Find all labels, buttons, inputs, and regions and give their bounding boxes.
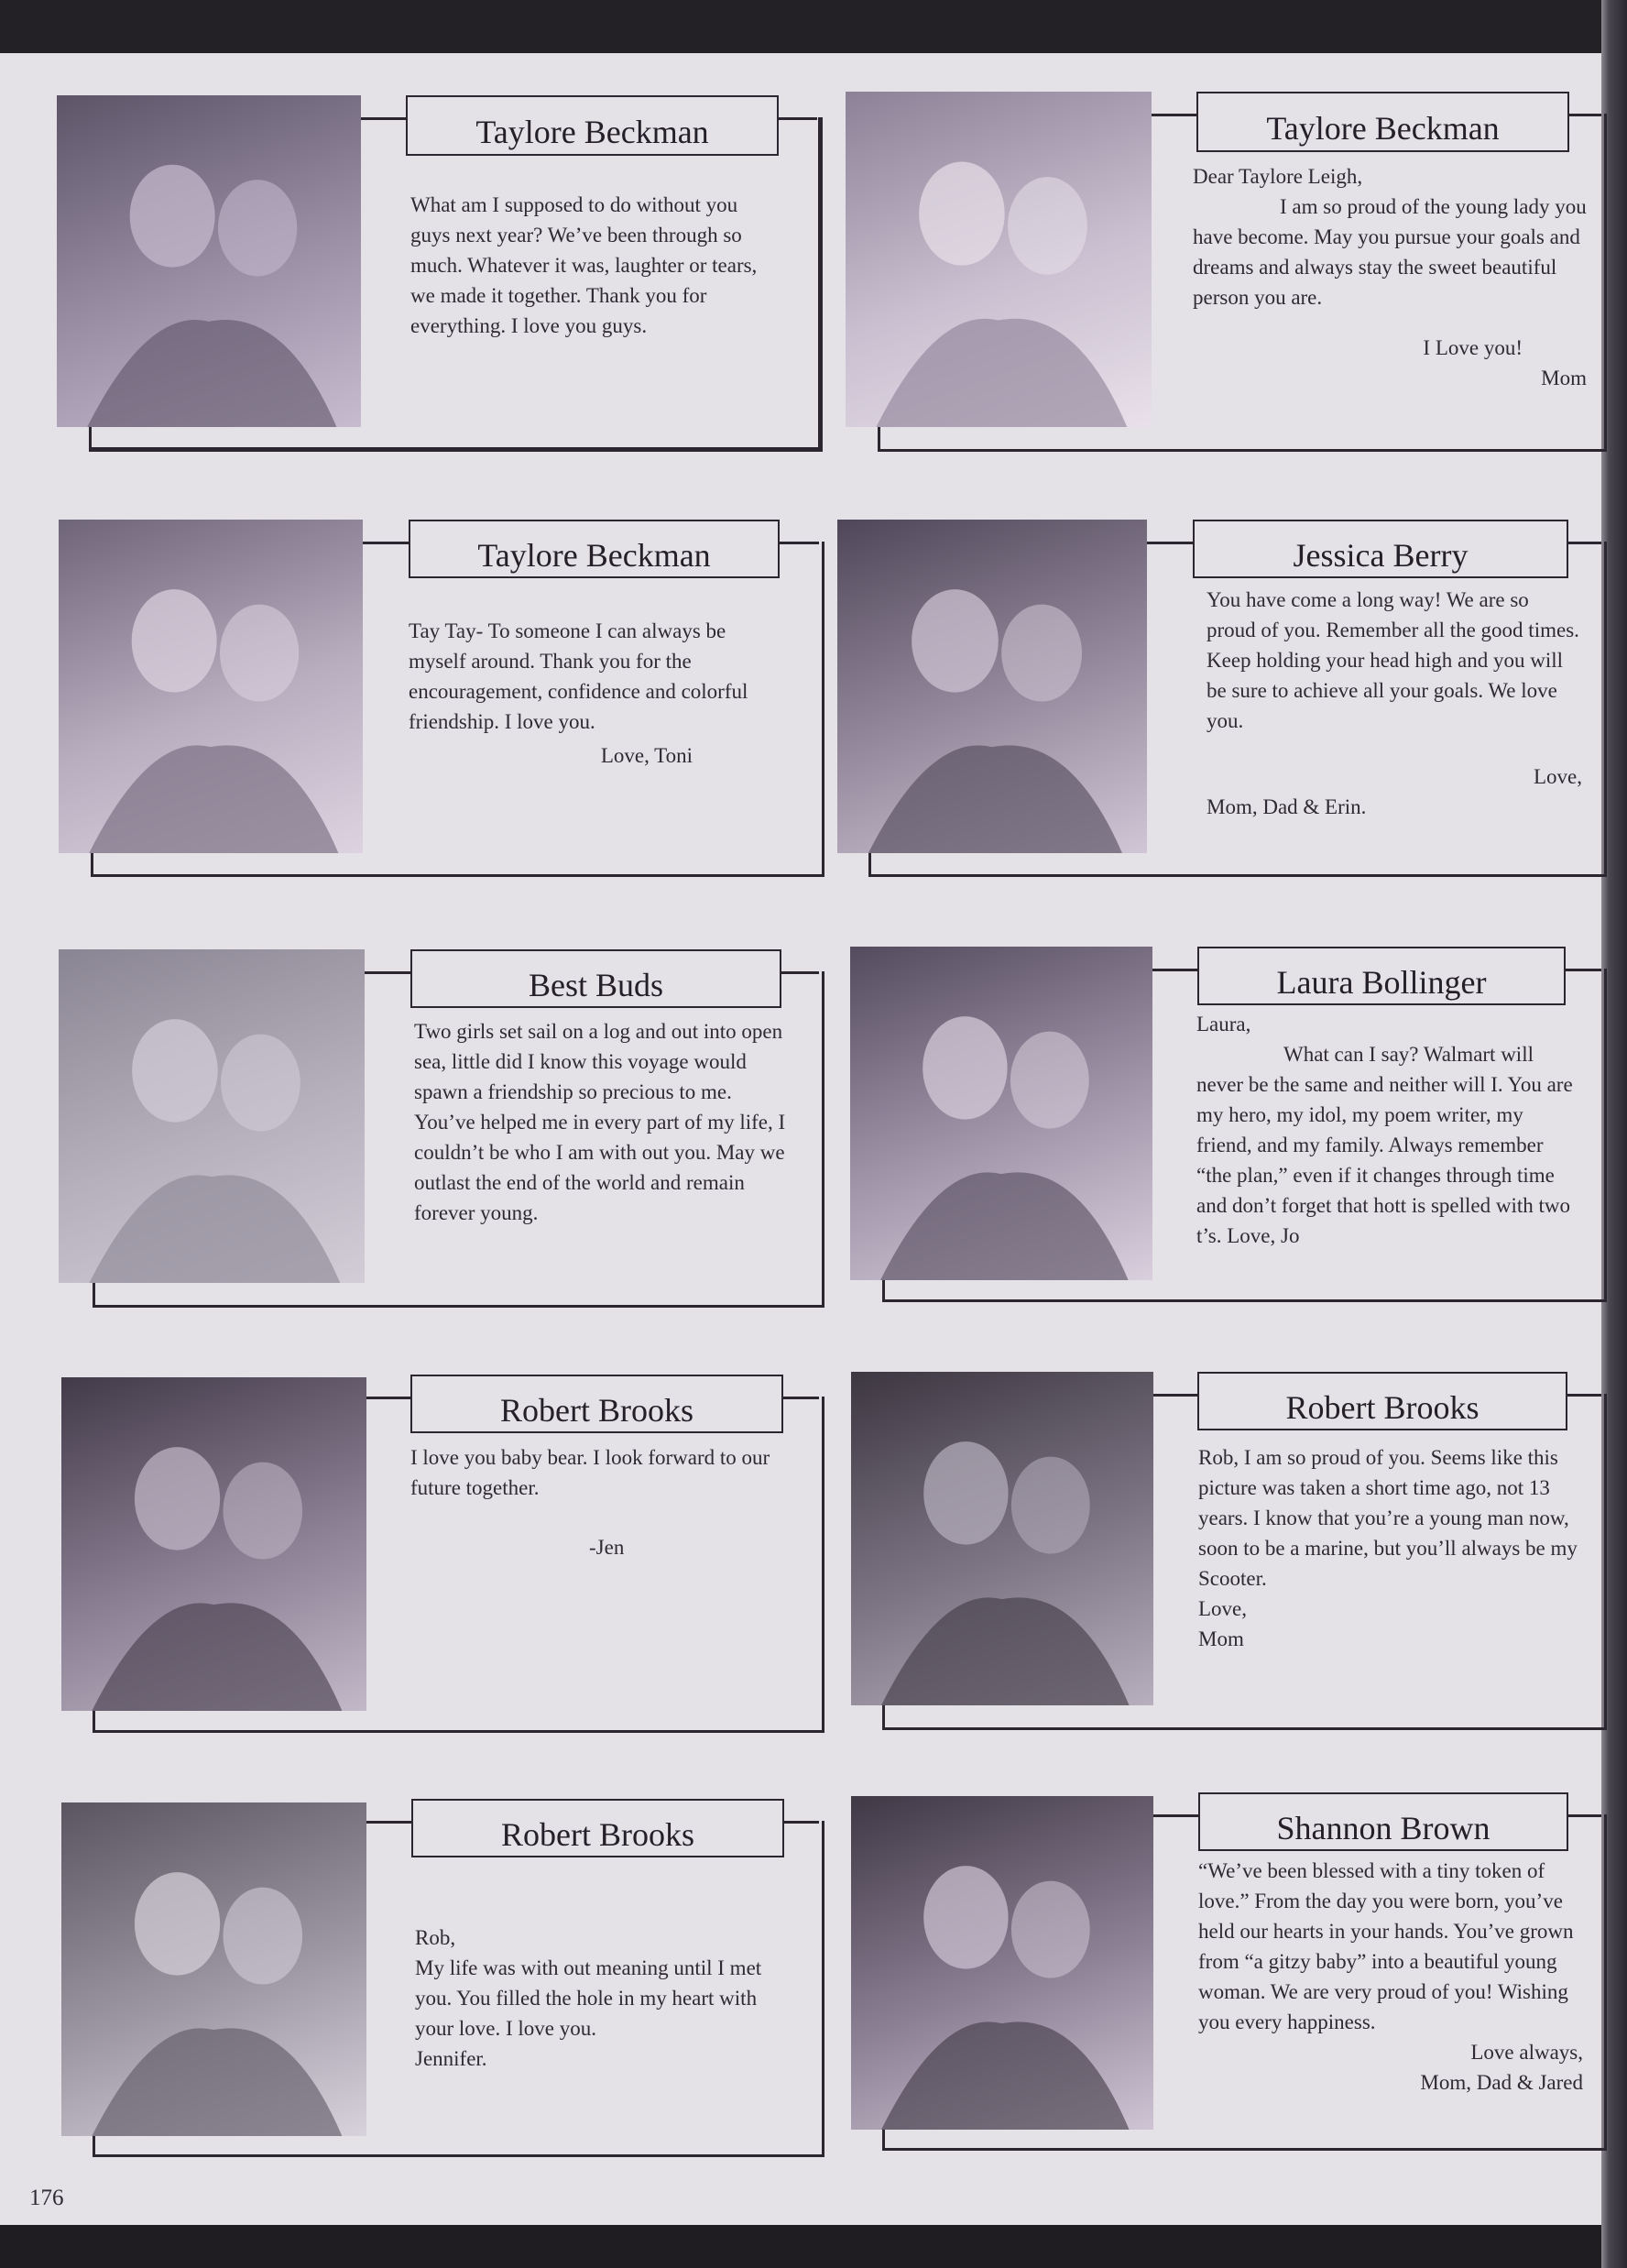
ad-message-line: Mom, Dad & Jared (1420, 2071, 1583, 2094)
ad-name-heading: Taylore Beckman (409, 520, 780, 578)
ad-message-line: Mom (1541, 367, 1587, 389)
ad-frame-connector (783, 1397, 819, 1399)
ad-frame-connector (361, 117, 406, 120)
ad-frame-connector (1569, 114, 1601, 116)
ad-message-line: Dear Taylore Leigh, (1193, 165, 1363, 188)
ad-name-heading: Robert Brooks (411, 1799, 784, 1857)
ad-message-line: Mom (1198, 1627, 1244, 1650)
ad-message-line: What am I supposed to do without you guys next year? We’ve been through so much. Whatever it was, laughter or tears, we made it together. Thank you for everything. I love you guys. (410, 193, 758, 337)
ad-frame-connector (366, 1821, 411, 1824)
ad-name-heading: Taylore Beckman (1196, 92, 1569, 152)
ad-message-line: Love, Toni (600, 744, 693, 767)
ad-frame-connector (1153, 1394, 1197, 1397)
toddler-girl-photo (846, 92, 1152, 427)
couple-photo (61, 1377, 366, 1711)
girls-in-water-photo (59, 949, 365, 1283)
ad-message-line: My life was with out meaning until I met you. You filled the hole in my heart with your love. I love you. (415, 1956, 762, 2040)
ad-message (414, 1016, 790, 1228)
ad-message-line: Love always, (1470, 2041, 1583, 2064)
ad-message (1198, 1856, 1583, 2098)
ad-message-line: “We’ve been blessed with a tiny token of love.” From the day you were born, you’ve held our hearts in your hands. You’ve grown from “a gitzy baby” into a beautiful young woman. We are very proud of you! Wishing you every happiness. (1198, 1859, 1574, 2033)
ad-message-line: Love, (1533, 765, 1582, 788)
ad-frame-connector (1568, 1814, 1601, 1817)
ad-name-heading: Robert Brooks (1197, 1372, 1567, 1430)
ad-frame-connector (780, 542, 819, 544)
boy-hockey-helmet-photo (851, 1372, 1153, 1705)
ad-message-line: What can I say? Walmart will never be the same and neither will I. You are my hero, my idol, my poem writer, my friend, and my family. Always remember “the plan,” even if it changes through time and don’t forget that hott is spelled with two t’s. Love, Jo (1196, 1043, 1573, 1247)
ad-frame-connector (1153, 1814, 1198, 1817)
ad-frame-connector (1147, 542, 1193, 544)
formal-couple-photo (61, 1802, 366, 2136)
two-girls-photo (59, 520, 363, 853)
bottom-dark-border (0, 2225, 1627, 2268)
ad-message (415, 1897, 791, 2074)
page-number: 176 (29, 2186, 64, 2210)
ad-frame-connector (365, 971, 410, 974)
ad-message-line: -Jen (589, 1536, 625, 1559)
ad-message-line: I Love you! (1423, 336, 1523, 359)
ad-message-line: Love, (1198, 1597, 1248, 1620)
ad-message (1198, 1442, 1585, 1654)
group-of-four-girls-photo (57, 95, 361, 427)
ad-name-heading: Laura Bollinger (1197, 947, 1566, 1005)
ad-message-line: Laura, (1196, 1013, 1251, 1035)
ad-name-heading: Robert Brooks (410, 1375, 783, 1433)
top-dark-border (0, 0, 1627, 53)
two-babies-photo (837, 520, 1147, 853)
ad-message (1207, 585, 1582, 822)
ad-message (410, 190, 777, 341)
ad-frame-connector (1568, 542, 1601, 544)
ad-frame-connector (1152, 114, 1196, 116)
ad-name-heading: Taylore Beckman (406, 95, 779, 156)
ad-name-heading: Jessica Berry (1193, 520, 1568, 578)
girl-cowboy-hat-photo (851, 1796, 1153, 2130)
ad-frame-connector (1152, 969, 1197, 971)
ad-message-line: Jennifer. (415, 2047, 487, 2070)
ad-message-line: You have come a long way! We are so proud of you. Remember all the good times. Keep holding your head high and you will be sure to achieve all your goals. We love you. (1207, 588, 1579, 732)
ad-message-line: I love you baby bear. I look forward to our future together. (410, 1446, 770, 1499)
ad-message-line: Mom, Dad & Erin. (1207, 795, 1367, 818)
ad-message (409, 616, 775, 771)
ad-message-line: Rob, I am so proud of you. Seems like this picture was taken a short time ago, not 13 years. I know that you’re a young man now, soon to be a marine, but you’ll always be my Scooter. (1198, 1446, 1578, 1590)
ad-frame-connector (779, 117, 817, 120)
ad-frame-connector (366, 1397, 410, 1399)
two-girls-aprons-photo (850, 947, 1152, 1280)
ad-frame-connector (781, 971, 819, 974)
ad-message-line: I am so proud of the young lady you have become. May you pursue your goals and dreams and always stay the sweet beautiful person you are. (1193, 195, 1587, 309)
ad-message-line: Two girls set sail on a log and out into open sea, little did I know this voyage would spawn a friendship so precious to me. You’ve helped me in every part of my life, I couldn’t be who I am with out you. May we outlast the end of the world and remain forever young. (414, 1020, 786, 1224)
ad-name-heading: Best Buds (410, 949, 781, 1008)
ad-message-line: Tay Tay- To someone I can always be myself around. Thank you for the encouragement, confidence and colorful friendship. I love you. (409, 619, 748, 733)
ad-frame-connector (784, 1821, 819, 1824)
ad-message (410, 1442, 786, 1562)
ad-message (1196, 1009, 1581, 1251)
ad-name-heading: Shannon Brown (1198, 1792, 1568, 1851)
ad-message (1193, 161, 1587, 393)
ad-frame-connector (1567, 1394, 1601, 1397)
ad-frame-connector (363, 542, 409, 544)
ad-frame-connector (1566, 969, 1601, 971)
ad-message-line: Rob, (415, 1926, 456, 1949)
